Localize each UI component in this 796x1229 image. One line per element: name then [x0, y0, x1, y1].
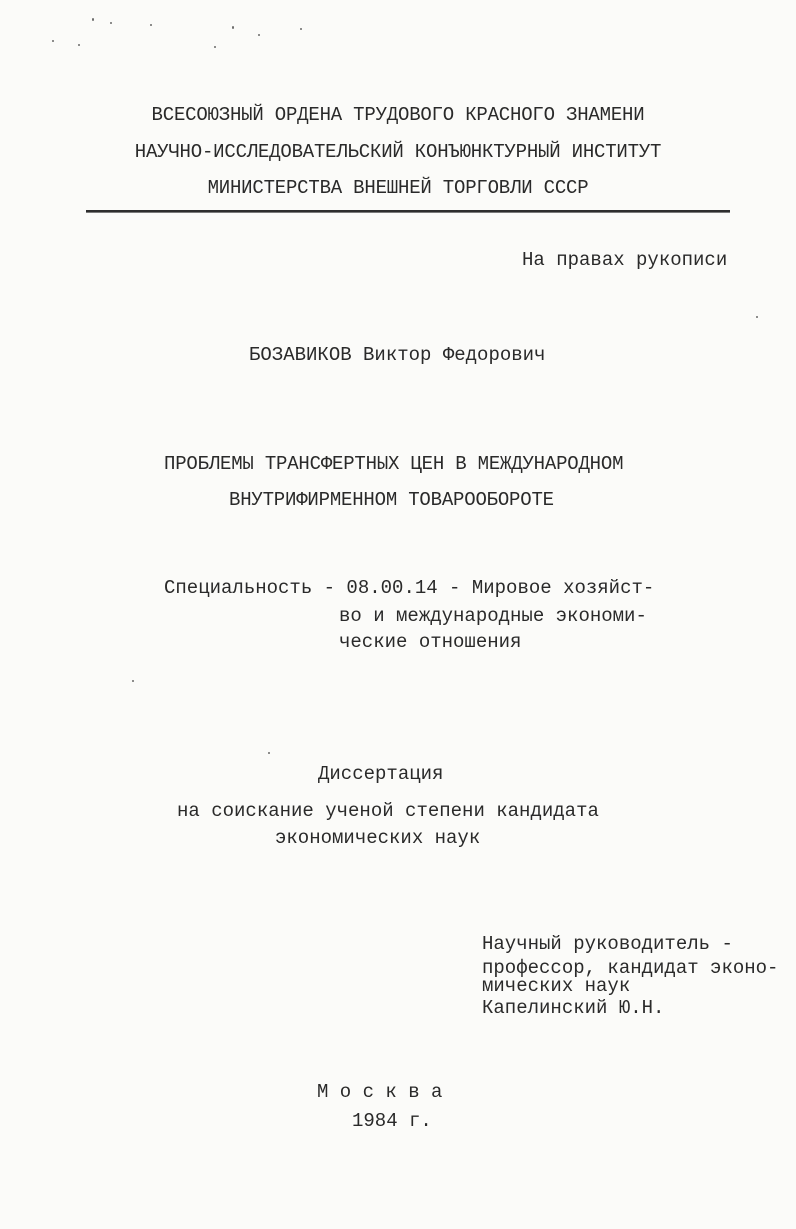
title-line-2: ВНУТРИФИРМЕННОМ ТОВАРООБОРОТЕ — [229, 489, 554, 511]
header-divider — [86, 210, 730, 213]
org-name-line-1: ВСЕСОЮЗНЫЙ ОРДЕНА ТРУДОВОГО КРАСНОГО ЗНАМЕНИ — [151, 104, 645, 126]
specialty-line-1: Специальность - 08.00.14 - Мировое хозяйст- — [164, 577, 655, 599]
org-name-line-2: НАУЧНО-ИССЛЕДОВАТЕЛЬСКИЙ КОНЪЮНКТУРНЫЙ ИНСТИТУТ — [134, 141, 662, 163]
year: 1984 г. — [352, 1110, 432, 1132]
dissertation-field: экономических наук — [275, 827, 481, 849]
specialty-line-3: ческие отношения — [339, 631, 522, 653]
supervisor-line-3: мических наук — [482, 975, 631, 997]
supervisor-line-2: профессор, кандидат эконо- — [482, 957, 779, 979]
specialty-line-2: во и международные экономи- — [339, 605, 647, 627]
dissertation-label: Диссертация — [318, 763, 444, 785]
supervisor-name: Капелинский Ю.Н. — [482, 997, 665, 1019]
place: М о с к в а — [317, 1081, 443, 1103]
dissertation-degree: на соискание ученой степени кандидата — [177, 800, 599, 822]
org-name-line-3: МИНИСТЕРСТВА ВНЕШНЕЙ ТОРГОВЛИ СССР — [207, 177, 589, 199]
title-line-1: ПРОБЛЕМЫ ТРАНСФЕРТНЫХ ЦЕН В МЕЖДУНАРОДНОМ — [164, 453, 624, 475]
supervisor-line-1: Научный руководитель - — [482, 933, 733, 955]
author-name: БОЗАВИКОВ Виктор Федорович — [249, 344, 546, 366]
manuscript-note: На правах рукописи — [522, 249, 728, 271]
